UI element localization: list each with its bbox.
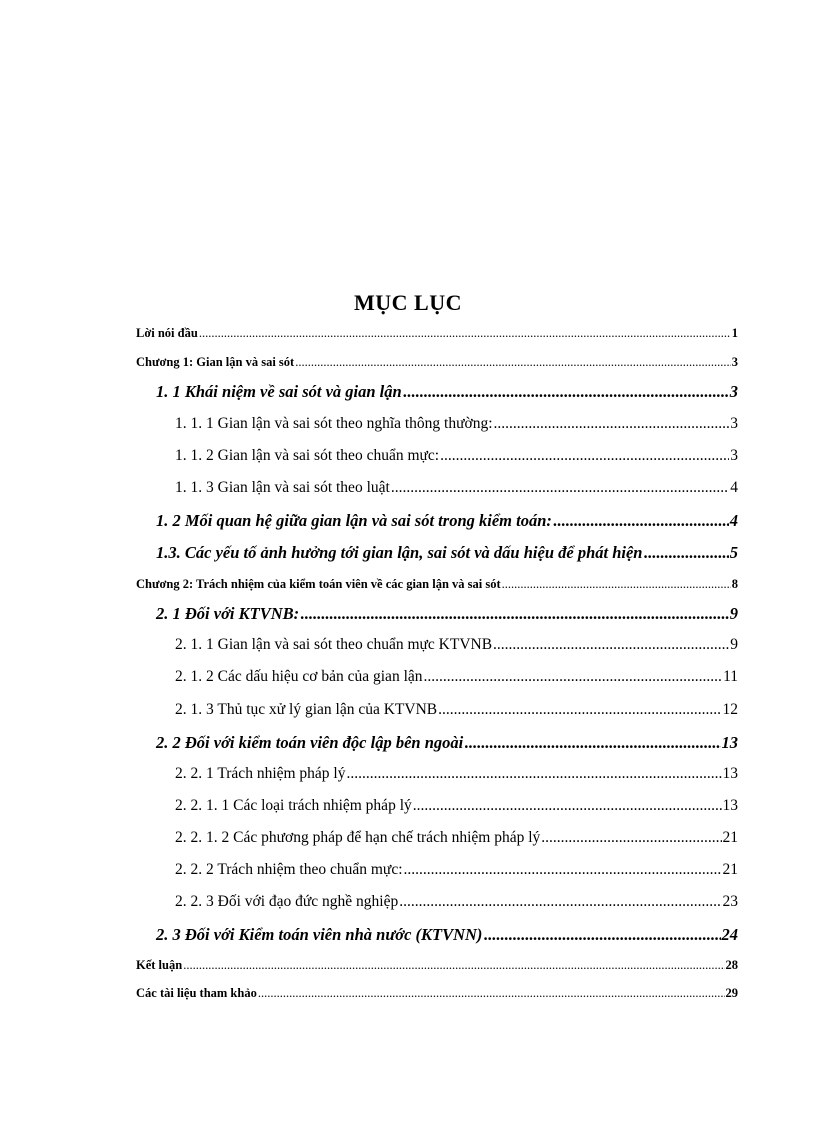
toc-entry-page: 28 [725, 958, 738, 972]
leader-dots [541, 829, 721, 847]
toc-entry-page: 5 [729, 543, 738, 562]
toc-entry-label: 2. 2 Đối với kiểm toán viên độc lập bên ngoài [156, 733, 464, 752]
toc-entry-page: 12 [722, 701, 738, 718]
leader-dots [183, 958, 724, 973]
page-title: MỤC LỤC [354, 290, 462, 315]
toc-entry[interactable] [136, 326, 738, 341]
toc-entry-label: 1. 1. 3 Gian lận và sai sót theo luật [175, 479, 390, 496]
leader-dots [493, 636, 729, 654]
toc-entry[interactable] [156, 382, 738, 402]
toc-entry-label: 1.3. Các yếu tố ảnh hưởng tới gian lận, sai sót và dấu hiệu để phát hiện [156, 543, 643, 562]
toc-entry[interactable] [175, 479, 738, 497]
toc-entry-label: 2. 1. 1 Gian lận và sai sót theo chuẩn mực KTVNB [175, 636, 493, 653]
toc-entry[interactable] [175, 765, 738, 783]
toc-entry-page: 1 [731, 326, 738, 340]
toc-entry-page: 3 [731, 355, 738, 369]
toc-entry-label: 2. 2. 1 Trách nhiệm pháp lý [175, 765, 346, 782]
toc-entry-page: 3 [730, 447, 738, 464]
leader-dots [483, 925, 720, 945]
toc-entry-label: 2. 3 Đối với Kiểm toán viên nhà nước (KTVNN) [156, 925, 483, 944]
toc-entry[interactable] [136, 958, 738, 973]
leader-dots [502, 577, 731, 592]
toc-entry[interactable] [136, 355, 738, 370]
toc-entry-label: Kết luận [136, 958, 183, 972]
toc-entry[interactable] [136, 577, 738, 592]
leader-dots [347, 765, 722, 783]
toc-entry[interactable] [156, 543, 738, 563]
toc-entry-page: 29 [725, 986, 738, 1000]
leader-dots [413, 797, 722, 815]
leader-dots [643, 543, 728, 563]
toc-entry-page: 11 [723, 668, 738, 685]
toc-entry[interactable] [175, 447, 738, 465]
toc-entry-label: 1. 1. 1 Gian lận và sai sót theo nghĩa thông thường: [175, 415, 493, 432]
toc-entry-label: 2. 2. 3 Đối với đạo đức nghề nghiệp [175, 893, 399, 910]
leader-dots [424, 668, 723, 686]
toc-entry-label: 1. 2 Mối quan hệ giữa gian lận và sai sót trong kiểm toán: [156, 511, 552, 530]
toc-entry[interactable] [156, 925, 738, 945]
toc-entry-label: 2. 2. 2 Trách nhiệm theo chuẩn mực: [175, 861, 403, 878]
toc-entry-page: 3 [730, 415, 738, 432]
leader-dots [553, 511, 729, 531]
toc-entry[interactable] [175, 668, 738, 686]
toc-entry-page: 24 [721, 925, 738, 944]
leader-dots [464, 733, 720, 753]
leader-dots [295, 355, 731, 370]
toc-entry-label: 2. 1. 3 Thủ tục xử lý gian lận của KTVNB [175, 701, 438, 718]
toc-entry[interactable] [175, 636, 738, 654]
toc-entry-label: 2. 2. 1. 1 Các loại trách nhiệm pháp lý [175, 797, 412, 814]
toc-entry-page: 3 [729, 382, 738, 401]
toc-entry-label: Chương 2: Trách nhiệm của kiểm toán viên về các gian lận và sai sót [136, 577, 501, 591]
leader-dots [199, 326, 731, 341]
toc-entry-label: 2. 1. 2 Các dấu hiệu cơ bản của gian lận [175, 668, 423, 685]
toc-entry[interactable] [156, 604, 738, 624]
toc-entry-label: 2. 1 Đối với KTVNB: [156, 604, 300, 623]
toc-entry-page: 21 [722, 829, 738, 846]
toc-entry-label: 2. 2. 1. 2 Các phương pháp để hạn chế trách nhiệm pháp lý [175, 829, 541, 846]
toc-entry[interactable] [175, 797, 738, 815]
toc-entry-page: 8 [731, 577, 738, 591]
toc-entry-page: 4 [729, 511, 738, 530]
leader-dots [404, 861, 722, 879]
leader-dots [399, 893, 721, 911]
toc-entry-label: 1. 1 Khái niệm về sai sót và gian lận [156, 382, 402, 401]
leader-dots [403, 382, 729, 402]
leader-dots [440, 447, 729, 465]
toc-entry[interactable] [175, 415, 738, 433]
toc-entry-label: Lời nói đầu [136, 326, 198, 340]
toc-entry-page: 13 [721, 733, 738, 752]
toc-entry-page: 9 [730, 636, 738, 653]
toc-entry[interactable] [175, 893, 738, 911]
leader-dots [438, 701, 721, 719]
toc-entry[interactable] [156, 733, 738, 753]
toc-entry-page: 13 [722, 797, 738, 814]
toc-entry-page: 21 [722, 861, 738, 878]
toc-entry[interactable] [175, 701, 738, 719]
toc-entry-page: 23 [722, 893, 738, 910]
toc-entry[interactable] [136, 986, 738, 1001]
toc-entry-page: 13 [722, 765, 738, 782]
toc-entry-label: 1. 1. 2 Gian lận và sai sót theo chuẩn mực: [175, 447, 440, 464]
toc-entry[interactable] [175, 861, 738, 879]
toc-entry-label: Chương 1: Gian lận và sai sót [136, 355, 295, 369]
toc-entry[interactable] [156, 511, 738, 531]
leader-dots [258, 986, 725, 1001]
leader-dots [391, 479, 729, 497]
toc-entry-page: 4 [730, 479, 738, 496]
leader-dots [494, 415, 730, 433]
toc-entry[interactable] [175, 829, 738, 847]
toc-entry-label: Các tài liệu tham khảo [136, 986, 257, 1000]
leader-dots [300, 604, 729, 624]
toc-entry-page: 9 [729, 604, 738, 623]
